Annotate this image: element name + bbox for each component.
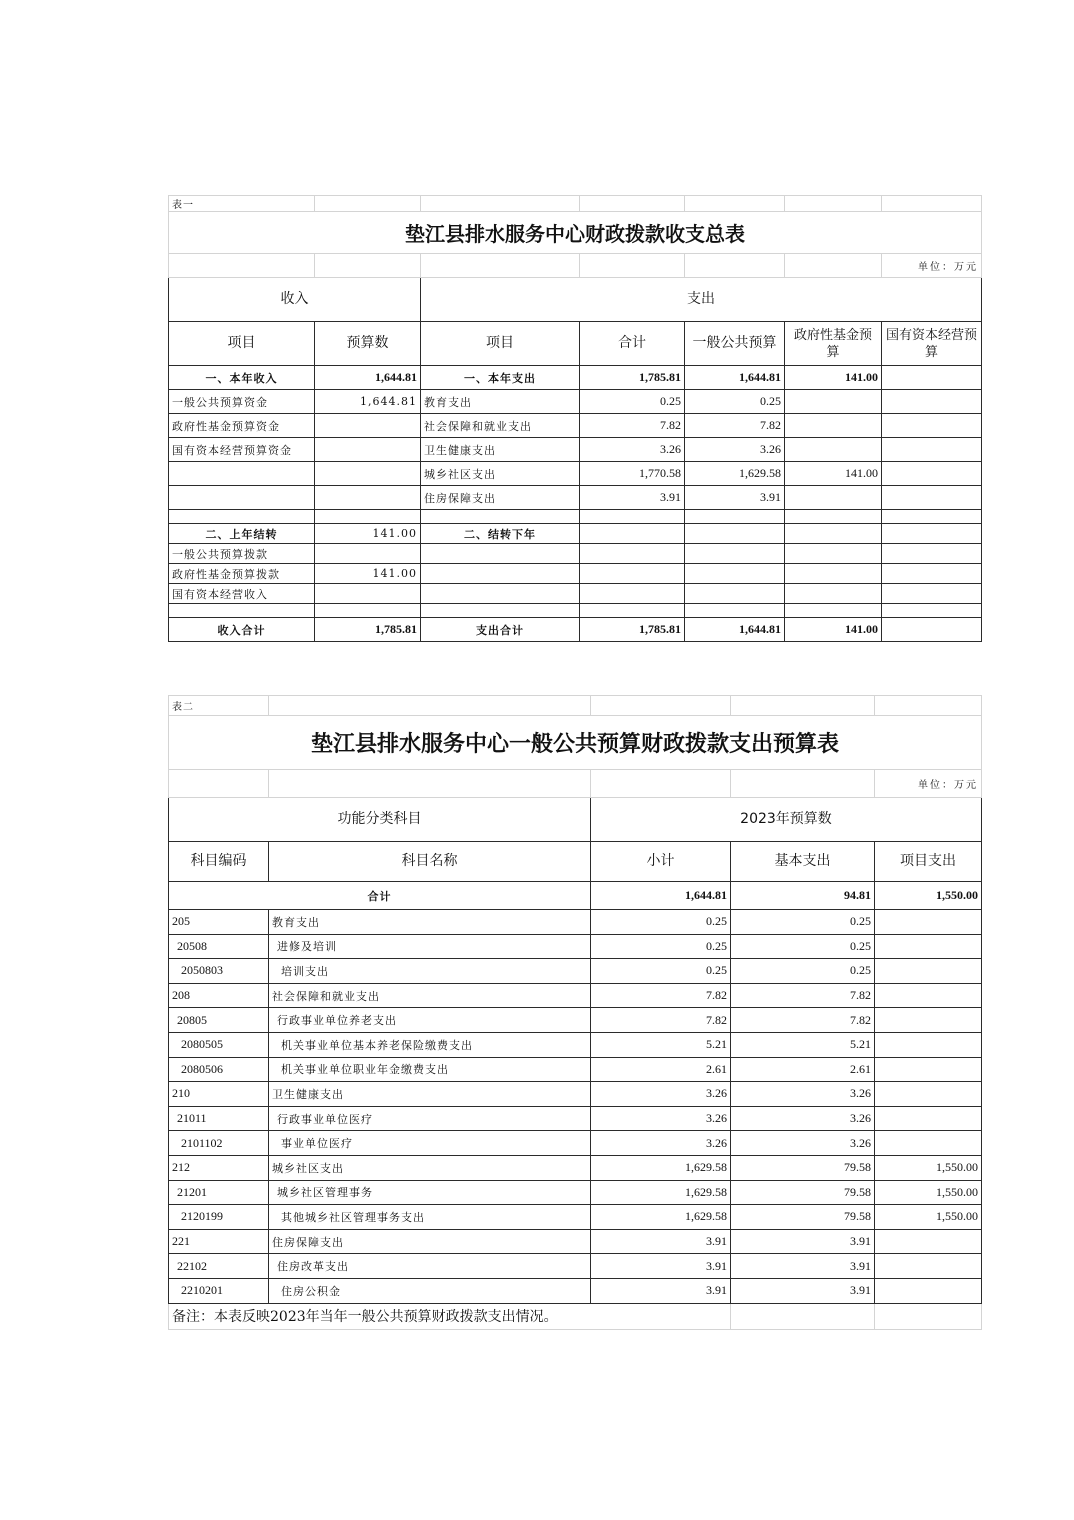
project-value bbox=[875, 1229, 982, 1254]
col-basic: 基本支出 bbox=[731, 842, 875, 882]
expense-total-sum: 1,785.81 bbox=[580, 618, 685, 642]
expense-state-capital bbox=[882, 564, 982, 584]
project-value bbox=[875, 1057, 982, 1082]
income-item: 一般公共预算资金 bbox=[169, 390, 315, 414]
income-total-value: 1,785.81 bbox=[315, 618, 421, 642]
project-value bbox=[875, 983, 982, 1008]
subject-name: 城乡社区支出 bbox=[269, 1155, 591, 1180]
expense-total bbox=[580, 544, 685, 564]
subject-code: 208 bbox=[169, 983, 269, 1008]
table1-sheet bbox=[168, 195, 982, 642]
table2-sheet bbox=[168, 695, 982, 1330]
income-value: 141.00 bbox=[315, 524, 421, 544]
table2-row bbox=[169, 1155, 982, 1180]
col-project: 项目支出 bbox=[875, 842, 982, 882]
total-row-label: 合计 bbox=[169, 882, 591, 910]
expense-general bbox=[685, 524, 785, 544]
subject-code: 21201 bbox=[169, 1180, 269, 1205]
table1-row bbox=[169, 366, 982, 390]
subject-code: 22102 bbox=[169, 1254, 269, 1279]
subject-code: 210 bbox=[169, 1082, 269, 1107]
expense-general bbox=[685, 510, 785, 524]
expense-state-capital bbox=[882, 462, 982, 486]
project-value: 1,550.00 bbox=[875, 1205, 982, 1230]
income-item: 国有资本经营预算资金 bbox=[169, 438, 315, 462]
expense-general bbox=[685, 584, 785, 604]
income-value bbox=[315, 544, 421, 564]
expense-general bbox=[685, 604, 785, 618]
col-subtotal: 小计 bbox=[591, 842, 731, 882]
subject-name: 教育支出 bbox=[269, 910, 591, 935]
basic-value: 5.21 bbox=[731, 1032, 875, 1057]
table1-title: 垫江县排水服务中心财政拨款收支总表 bbox=[169, 212, 982, 254]
income-value bbox=[315, 486, 421, 510]
expense-gov-fund bbox=[785, 390, 882, 414]
project-value bbox=[875, 1032, 982, 1057]
table2-tag: 表二 bbox=[169, 696, 269, 716]
subject-name: 住房公积金 bbox=[269, 1278, 591, 1303]
expense-state-capital bbox=[882, 486, 982, 510]
expense-general bbox=[685, 544, 785, 564]
func-class-header: 功能分类科目 bbox=[169, 798, 591, 842]
project-value bbox=[875, 934, 982, 959]
expense-gov-fund bbox=[785, 510, 882, 524]
table2-row bbox=[169, 934, 982, 959]
expense-gov-fund bbox=[785, 604, 882, 618]
table2-row bbox=[169, 910, 982, 935]
subject-code: 2080505 bbox=[169, 1032, 269, 1057]
subject-name: 事业单位医疗 bbox=[269, 1131, 591, 1156]
table1-row bbox=[169, 604, 982, 618]
table1-totals-row bbox=[169, 618, 982, 642]
expense-gov-fund bbox=[785, 414, 882, 438]
subject-name: 住房改革支出 bbox=[269, 1254, 591, 1279]
expense-total: 3.26 bbox=[580, 438, 685, 462]
subtotal-value: 1,629.58 bbox=[591, 1205, 731, 1230]
income-value bbox=[315, 510, 421, 524]
expense-gov-fund bbox=[785, 486, 882, 510]
subject-name: 行政事业单位养老支出 bbox=[269, 1008, 591, 1033]
expense-state-capital bbox=[882, 366, 982, 390]
table2-row bbox=[169, 1180, 982, 1205]
table1-row bbox=[169, 486, 982, 510]
income-value bbox=[315, 584, 421, 604]
income-item: 国有资本经营收入 bbox=[169, 584, 315, 604]
expense-item bbox=[421, 510, 580, 524]
expense-general: 0.25 bbox=[685, 390, 785, 414]
table1-tag: 表一 bbox=[169, 196, 315, 212]
subject-name: 培训支出 bbox=[269, 959, 591, 984]
col-income-budget: 预算数 bbox=[315, 322, 421, 366]
project-value bbox=[875, 1278, 982, 1303]
expense-item: 二、结转下年 bbox=[421, 524, 580, 544]
table1-row bbox=[169, 564, 982, 584]
expense-item: 住房保障支出 bbox=[421, 486, 580, 510]
expense-gov-fund bbox=[785, 544, 882, 564]
table2-row bbox=[169, 1057, 982, 1082]
col-gov-fund-budget: 政府性基金预算 bbox=[785, 322, 882, 366]
basic-value: 2.61 bbox=[731, 1057, 875, 1082]
table2-row bbox=[169, 1082, 982, 1107]
subject-code: 205 bbox=[169, 910, 269, 935]
table2-row bbox=[169, 983, 982, 1008]
project-value bbox=[875, 910, 982, 935]
subtotal-value: 3.26 bbox=[591, 1082, 731, 1107]
expense-total bbox=[580, 510, 685, 524]
income-value: 1,644.81 bbox=[315, 390, 421, 414]
income-item bbox=[169, 510, 315, 524]
project-value bbox=[875, 1131, 982, 1156]
expense-general: 1,644.81 bbox=[685, 366, 785, 390]
expense-state-capital bbox=[882, 604, 982, 618]
income-value bbox=[315, 438, 421, 462]
expense-state-capital bbox=[882, 438, 982, 462]
expense-state-capital bbox=[882, 390, 982, 414]
subtotal-value: 3.26 bbox=[591, 1106, 731, 1131]
project-value: 1,550.00 bbox=[875, 1180, 982, 1205]
project-value: 1,550.00 bbox=[875, 1155, 982, 1180]
income-value bbox=[315, 414, 421, 438]
subject-code: 212 bbox=[169, 1155, 269, 1180]
expense-item: 教育支出 bbox=[421, 390, 580, 414]
basic-value: 0.25 bbox=[731, 959, 875, 984]
subject-name: 行政事业单位医疗 bbox=[269, 1106, 591, 1131]
basic-value: 3.91 bbox=[731, 1278, 875, 1303]
subtotal-value: 3.91 bbox=[591, 1229, 731, 1254]
subject-name: 卫生健康支出 bbox=[269, 1082, 591, 1107]
subject-code: 20508 bbox=[169, 934, 269, 959]
expense-header: 支出 bbox=[421, 278, 982, 322]
total-row-basic: 94.81 bbox=[731, 882, 875, 910]
col-income-item: 项目 bbox=[169, 322, 315, 366]
expense-total bbox=[580, 584, 685, 604]
table1-unit: 单位：万元 bbox=[882, 254, 982, 278]
expense-general-sum: 1,644.81 bbox=[685, 618, 785, 642]
subtotal-value: 1,629.58 bbox=[591, 1180, 731, 1205]
expense-gov-fund bbox=[785, 584, 882, 604]
income-item bbox=[169, 604, 315, 618]
expense-gov-fund: 141.00 bbox=[785, 462, 882, 486]
income-header: 收入 bbox=[169, 278, 421, 322]
subtotal-value: 0.25 bbox=[591, 910, 731, 935]
subtotal-value: 7.82 bbox=[591, 1008, 731, 1033]
table2-row bbox=[169, 1229, 982, 1254]
expense-state-capital bbox=[882, 544, 982, 564]
basic-value: 0.25 bbox=[731, 934, 875, 959]
table1-row bbox=[169, 390, 982, 414]
basic-value: 7.82 bbox=[731, 983, 875, 1008]
expense-gov-fund bbox=[785, 524, 882, 544]
table2-row bbox=[169, 1205, 982, 1230]
income-item: 二、上年结转 bbox=[169, 524, 315, 544]
income-value: 141.00 bbox=[315, 564, 421, 584]
basic-value: 3.26 bbox=[731, 1106, 875, 1131]
table2-row bbox=[169, 1254, 982, 1279]
subtotal-value: 3.91 bbox=[591, 1254, 731, 1279]
col-code: 科目编码 bbox=[169, 842, 269, 882]
income-value bbox=[315, 462, 421, 486]
expense-item bbox=[421, 584, 580, 604]
table2-row bbox=[169, 1131, 982, 1156]
expense-item: 一、本年支出 bbox=[421, 366, 580, 390]
expense-state-capital bbox=[882, 510, 982, 524]
project-value bbox=[875, 959, 982, 984]
income-item: 一般公共预算拨款 bbox=[169, 544, 315, 564]
expense-item: 城乡社区支出 bbox=[421, 462, 580, 486]
subject-name: 住房保障支出 bbox=[269, 1229, 591, 1254]
table2-note: 备注：本表反映2023年当年一般公共预算财政拨款支出情况。 bbox=[169, 1303, 731, 1329]
subject-name: 其他城乡社区管理事务支出 bbox=[269, 1205, 591, 1230]
income-item bbox=[169, 486, 315, 510]
income-value: 1,644.81 bbox=[315, 366, 421, 390]
subject-name: 机关事业单位基本养老保险缴费支出 bbox=[269, 1032, 591, 1057]
expense-state-capital bbox=[882, 584, 982, 604]
table2-title: 垫江县排水服务中心一般公共预算财政拨款支出预算表 bbox=[169, 716, 982, 770]
table2-row bbox=[169, 1032, 982, 1057]
table1-row bbox=[169, 462, 982, 486]
expense-total-label: 支出合计 bbox=[421, 618, 580, 642]
expense-gov-fund-sum: 141.00 bbox=[785, 618, 882, 642]
basic-value: 7.82 bbox=[731, 1008, 875, 1033]
expense-general: 7.82 bbox=[685, 414, 785, 438]
expense-total: 1,770.58 bbox=[580, 462, 685, 486]
expense-state-capital bbox=[882, 524, 982, 544]
project-value bbox=[875, 1106, 982, 1131]
income-item: 政府性基金预算拨款 bbox=[169, 564, 315, 584]
subject-code: 21011 bbox=[169, 1106, 269, 1131]
table2-row bbox=[169, 959, 982, 984]
basic-value: 79.58 bbox=[731, 1180, 875, 1205]
expense-gov-fund bbox=[785, 564, 882, 584]
basic-value: 0.25 bbox=[731, 910, 875, 935]
table2-row bbox=[169, 1278, 982, 1303]
expense-general bbox=[685, 564, 785, 584]
expense-item bbox=[421, 544, 580, 564]
basic-value: 79.58 bbox=[731, 1205, 875, 1230]
expense-general: 3.26 bbox=[685, 438, 785, 462]
subject-code: 2080506 bbox=[169, 1057, 269, 1082]
subject-name: 机关事业单位职业年金缴费支出 bbox=[269, 1057, 591, 1082]
subtotal-value: 5.21 bbox=[591, 1032, 731, 1057]
subject-code: 2120199 bbox=[169, 1205, 269, 1230]
subtotal-value: 2.61 bbox=[591, 1057, 731, 1082]
income-item: 一、本年收入 bbox=[169, 366, 315, 390]
income-total-label: 收入合计 bbox=[169, 618, 315, 642]
expense-state-capital-sum bbox=[882, 618, 982, 642]
subtotal-value: 0.25 bbox=[591, 934, 731, 959]
expense-gov-fund: 141.00 bbox=[785, 366, 882, 390]
table2-row bbox=[169, 1008, 982, 1033]
subject-code: 221 bbox=[169, 1229, 269, 1254]
table1-row bbox=[169, 544, 982, 564]
expense-general: 1,629.58 bbox=[685, 462, 785, 486]
expense-total bbox=[580, 524, 685, 544]
basic-value: 3.26 bbox=[731, 1131, 875, 1156]
expense-total: 1,785.81 bbox=[580, 366, 685, 390]
expense-item bbox=[421, 604, 580, 618]
subtotal-value: 7.82 bbox=[591, 983, 731, 1008]
basic-value: 3.91 bbox=[731, 1254, 875, 1279]
income-value bbox=[315, 604, 421, 618]
subtotal-value: 0.25 bbox=[591, 959, 731, 984]
subject-code: 20805 bbox=[169, 1008, 269, 1033]
expense-general: 3.91 bbox=[685, 486, 785, 510]
table2-unit: 单位：万元 bbox=[875, 770, 982, 798]
expense-item: 卫生健康支出 bbox=[421, 438, 580, 462]
table1-row bbox=[169, 510, 982, 524]
col-name: 科目名称 bbox=[269, 842, 591, 882]
expense-total: 0.25 bbox=[580, 390, 685, 414]
col-state-capital-budget: 国有资本经营预算 bbox=[882, 322, 982, 366]
expense-gov-fund bbox=[785, 438, 882, 462]
expense-total bbox=[580, 564, 685, 584]
col-expense-item: 项目 bbox=[421, 322, 580, 366]
basic-value: 3.26 bbox=[731, 1082, 875, 1107]
expense-total: 7.82 bbox=[580, 414, 685, 438]
basic-value: 79.58 bbox=[731, 1155, 875, 1180]
subject-code: 2050803 bbox=[169, 959, 269, 984]
subject-name: 城乡社区管理事务 bbox=[269, 1180, 591, 1205]
subject-name: 社会保障和就业支出 bbox=[269, 983, 591, 1008]
subtotal-value: 3.91 bbox=[591, 1278, 731, 1303]
expense-state-capital bbox=[882, 414, 982, 438]
table1-row bbox=[169, 524, 982, 544]
table2-row bbox=[169, 1106, 982, 1131]
total-row-subtotal: 1,644.81 bbox=[591, 882, 731, 910]
project-value bbox=[875, 1008, 982, 1033]
basic-value: 3.91 bbox=[731, 1229, 875, 1254]
expense-item bbox=[421, 564, 580, 584]
expense-item: 社会保障和就业支出 bbox=[421, 414, 580, 438]
subject-code: 2210201 bbox=[169, 1278, 269, 1303]
budget-2023-header: 2023年预算数 bbox=[591, 798, 982, 842]
table1-row bbox=[169, 414, 982, 438]
col-general-budget: 一般公共预算 bbox=[685, 322, 785, 366]
subject-name: 进修及培训 bbox=[269, 934, 591, 959]
subtotal-value: 1,629.58 bbox=[591, 1155, 731, 1180]
project-value bbox=[875, 1254, 982, 1279]
subject-code: 2101102 bbox=[169, 1131, 269, 1156]
table1-row bbox=[169, 438, 982, 462]
income-item: 政府性基金预算资金 bbox=[169, 414, 315, 438]
subtotal-value: 3.26 bbox=[591, 1131, 731, 1156]
total-row-project: 1,550.00 bbox=[875, 882, 982, 910]
table1-row bbox=[169, 584, 982, 604]
expense-total bbox=[580, 604, 685, 618]
project-value bbox=[875, 1082, 982, 1107]
col-total: 合计 bbox=[580, 322, 685, 366]
income-item bbox=[169, 462, 315, 486]
expense-total: 3.91 bbox=[580, 486, 685, 510]
